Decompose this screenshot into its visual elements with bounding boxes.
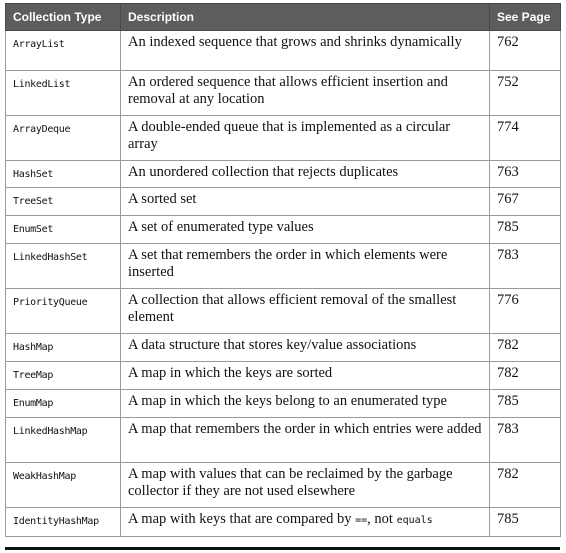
- table-row: [6, 418, 561, 463]
- collection-type-cell: EnumMap: [6, 390, 121, 418]
- page-cell: 785: [490, 390, 561, 418]
- header-collection-type: Collection Type: [6, 4, 121, 31]
- description-text: A map with keys that are compared by: [128, 511, 356, 527]
- collection-type-cell: TreeSet: [6, 188, 121, 216]
- collection-type-cell: LinkedList: [6, 71, 121, 116]
- description-cell: A map that remembers the order in which entries were added: [121, 418, 490, 463]
- page-cell: 783: [490, 244, 561, 289]
- page-cell: 776: [490, 289, 561, 334]
- table-row: [6, 71, 561, 116]
- table-row: [6, 244, 561, 289]
- description-cell: A map with values that can be reclaimed by the garbage collector if they are not used elsewhere: [121, 463, 490, 508]
- description-cell: An ordered sequence that allows efficient insertion and removal at any location: [121, 71, 490, 116]
- table-row: [6, 31, 561, 71]
- table-row: [6, 289, 561, 334]
- description-cell: A collection that allows efficient removal of the smallest element: [121, 289, 490, 334]
- table-row: [6, 216, 561, 244]
- table-row: [6, 334, 561, 362]
- header-description: Description: [121, 4, 490, 31]
- description-cell: A map in which the keys are sorted: [121, 362, 490, 390]
- description-cell: A set that remembers the order in which elements were inserted: [121, 244, 490, 289]
- table-row: [6, 161, 561, 188]
- table-row: [6, 463, 561, 508]
- page-cell: 785: [490, 508, 561, 537]
- collections-table: [5, 3, 561, 537]
- description-text-mid: , not: [367, 511, 397, 527]
- collection-type-cell: ArrayDeque: [6, 116, 121, 161]
- description-cell: A map in which the keys belong to an enumerated type: [121, 390, 490, 418]
- equality-operator-code: ==: [355, 515, 368, 526]
- page-cell: 785: [490, 216, 561, 244]
- page-cell: 767: [490, 188, 561, 216]
- description-cell: An indexed sequence that grows and shrinks dynamically: [121, 31, 490, 71]
- collection-type-cell: EnumSet: [6, 216, 121, 244]
- page-cell: 762: [490, 31, 561, 71]
- header-row: [6, 4, 561, 31]
- page-cell: 752: [490, 71, 561, 116]
- table-row: [6, 508, 561, 537]
- description-cell: A sorted set: [121, 188, 490, 216]
- header-see-page: See Page: [490, 4, 561, 31]
- table-row: [6, 362, 561, 390]
- collection-type-cell: PriorityQueue: [6, 289, 121, 334]
- page-cell: 783: [490, 418, 561, 463]
- table-row: [6, 188, 561, 216]
- page-cell: 774: [490, 116, 561, 161]
- bottom-rule: [5, 547, 560, 550]
- collection-type-cell: ArrayList: [6, 31, 121, 71]
- description-cell: A set of enumerated type values: [121, 216, 490, 244]
- collection-type-cell: LinkedHashSet: [6, 244, 121, 289]
- collection-type-cell: IdentityHashMap: [6, 508, 121, 537]
- equals-method-code: equals: [396, 515, 433, 526]
- page-cell: 782: [490, 362, 561, 390]
- description-cell: [121, 508, 490, 537]
- collection-type-cell: HashSet: [6, 161, 121, 188]
- table-row: [6, 390, 561, 418]
- page-cell: 763: [490, 161, 561, 188]
- collection-type-cell: HashMap: [6, 334, 121, 362]
- description-cell: A double-ended queue that is implemented as a circular array: [121, 116, 490, 161]
- page-cell: 782: [490, 463, 561, 508]
- description-cell: A data structure that stores key/value associations: [121, 334, 490, 362]
- table-row: [6, 116, 561, 161]
- page-cell: 782: [490, 334, 561, 362]
- collection-type-cell: TreeMap: [6, 362, 121, 390]
- collection-type-cell: WeakHashMap: [6, 463, 121, 508]
- collection-type-cell: LinkedHashMap: [6, 418, 121, 463]
- description-cell: An unordered collection that rejects duplicates: [121, 161, 490, 188]
